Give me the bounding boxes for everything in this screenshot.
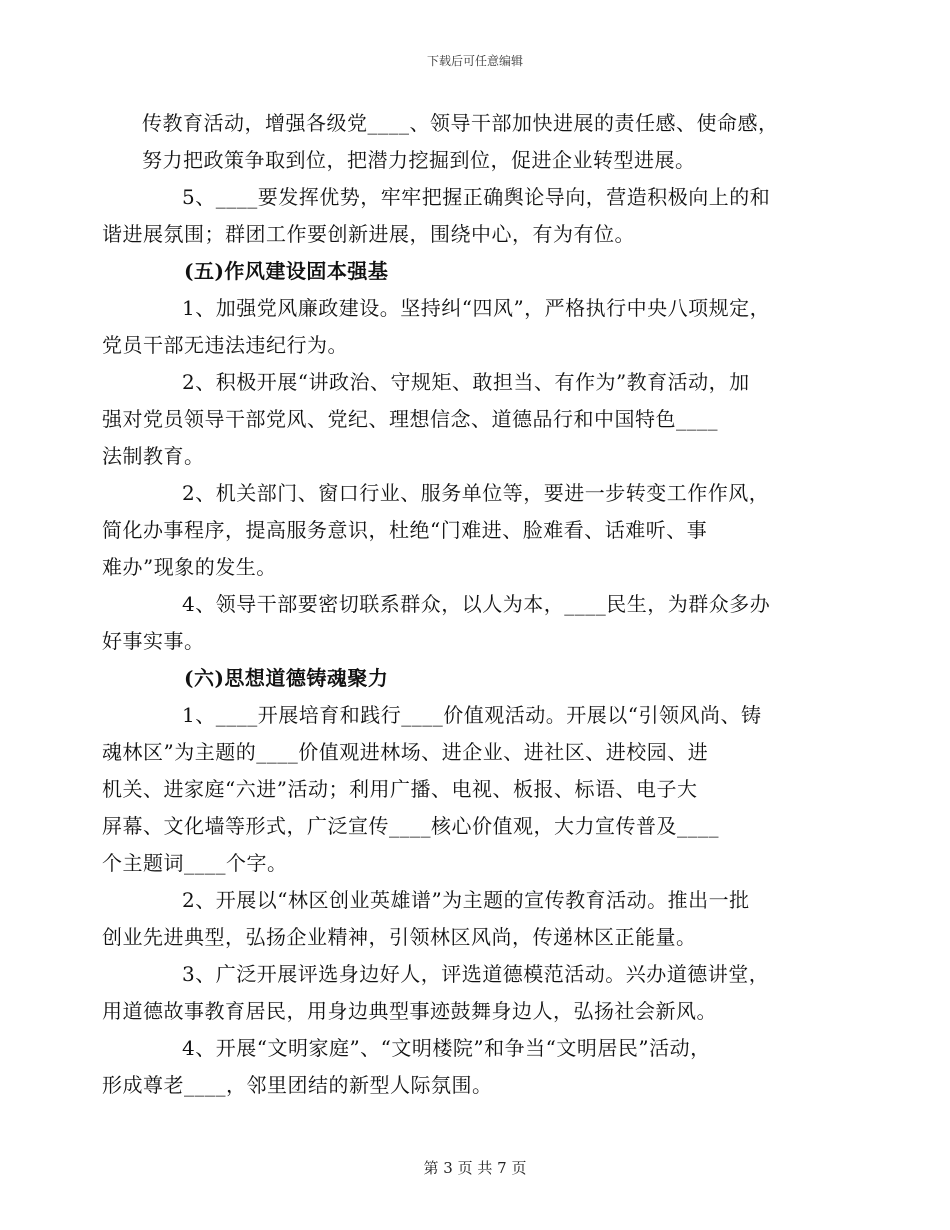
text-line: 形成尊老____，邻里团结的新型人际氛围。 bbox=[102, 1073, 493, 1097]
paragraph bbox=[102, 697, 814, 882]
page-header: 下载后可任意编辑 bbox=[426, 54, 523, 68]
text-line: 屏幕、文化墙等形式，广泛宣传____核心价值观，大力宣传普及____ bbox=[102, 814, 719, 838]
paragraph bbox=[102, 290, 814, 364]
text-line: 2、开展以“林区创业英雄谱”为主题的宣传教育活动。推出一批 bbox=[182, 888, 750, 912]
text-line: 3、广泛开展评选身边好人，评选道德模范活动。兴办道德讲堂， bbox=[182, 962, 770, 986]
text-line: 法制教育。 bbox=[102, 444, 205, 468]
text-line: 难办”现象的发生。 bbox=[102, 555, 277, 579]
paragraph bbox=[102, 882, 814, 956]
paragraph bbox=[102, 364, 814, 475]
text-line: 2、机关部门、窗口行业、服务单位等，要进一步转变工作作风， bbox=[182, 481, 770, 505]
text-line: 魂林区”为主题的____价值观进林场、进企业、进社区、进校园、进 bbox=[102, 740, 709, 764]
paragraph bbox=[102, 1030, 814, 1104]
paragraph bbox=[102, 179, 814, 253]
text-line: 好事实事。 bbox=[102, 629, 205, 653]
text-line: 传教育活动，增强各级党____、领导干部加快进展的责任感、使命感， bbox=[142, 111, 779, 135]
section-heading-6: (六)思想道德铸魂聚力 bbox=[184, 666, 389, 690]
text-line: 谐进展氛围；群团工作要创新进展，围绕中心，有为有位。 bbox=[102, 222, 635, 246]
paragraph bbox=[142, 105, 814, 179]
text-line: 1、加强党风廉政建设。坚持纠“四风”，严格执行中央八项规定， bbox=[182, 296, 771, 320]
text-line: 4、开展“文明家庭”、“文明楼院”和争当“文明居民”活动， bbox=[182, 1036, 711, 1060]
paragraph bbox=[102, 956, 814, 1030]
text-line: 个主题词____个字。 bbox=[102, 851, 288, 875]
text-line: 用道德故事教育居民，用身边典型事迹鼓舞身边人，弘扬社会新风。 bbox=[102, 999, 717, 1023]
text-line: 5、____要发挥优势，牢牢把握正确舆论导向，营造积极向上的和 bbox=[182, 185, 771, 209]
paragraph bbox=[102, 475, 814, 586]
text-line: 党员干部无违法违纪行为。 bbox=[102, 333, 348, 357]
text-line: 强对党员领导干部党风、党纪、理想信念、道德品行和中国特色____ bbox=[102, 407, 718, 431]
text-line: 简化办事程序，提高服务意识，杜绝“门难进、脸难看、话难听、事 bbox=[102, 518, 708, 542]
text-line: 2、积极开展“讲政治、守规矩、敢担当、有作为”教育活动，加 bbox=[182, 370, 750, 394]
text-line: 机关、进家庭“六进”活动；利用广播、电视、板报、标语、电子大 bbox=[102, 777, 698, 801]
text-line: 4、领导干部要密切联系群众，以人为本，____民生，为群众多办 bbox=[182, 592, 771, 616]
document-body bbox=[102, 105, 814, 1104]
text-line: 努力把政策争取到位，把潜力挖掘到位，促进企业转型进展。 bbox=[142, 148, 696, 172]
paragraph bbox=[102, 586, 814, 660]
text-line: 创业先进典型，弘扬企业精神，引领林区风尚，传递林区正能量。 bbox=[102, 925, 697, 949]
section-heading-5: (五)作风建设固本强基 bbox=[184, 259, 389, 283]
page-number-footer: 第 3 页 共 7 页 bbox=[423, 1159, 527, 1177]
text-line: 1、____开展培育和践行____价值观活动。开展以“引领风尚、铸 bbox=[182, 703, 762, 727]
